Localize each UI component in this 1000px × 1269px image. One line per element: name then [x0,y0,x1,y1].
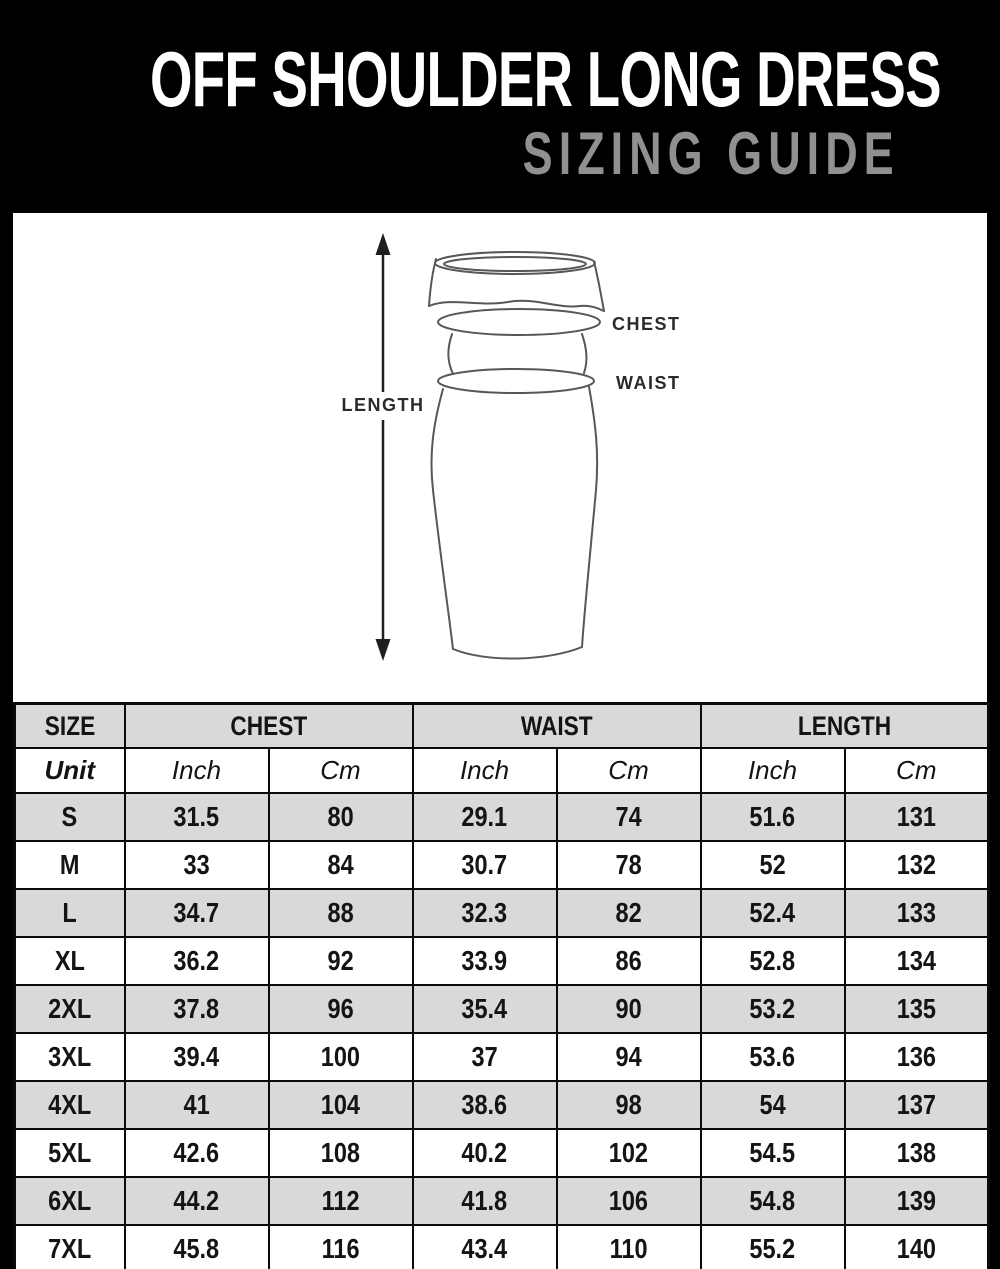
measure-cell: 40.2 [413,1129,557,1177]
measure-cell: 96 [269,985,413,1033]
measure-cell: 131 [845,793,989,841]
table-row [15,889,989,937]
table-row [15,793,989,841]
skirt-left-edge [431,389,453,649]
size-cell: M [15,841,125,889]
dress-sketch [429,252,604,659]
table-row [15,937,989,985]
table-row [15,1177,989,1225]
measure-cell: 43.4 [413,1225,557,1269]
measure-cell: 133 [845,889,989,937]
measure-cell: 53.2 [701,985,845,1033]
measure-cell: 54.5 [701,1129,845,1177]
measure-cell: 132 [845,841,989,889]
size-cell: S [15,793,125,841]
chest-measure-ellipse [438,309,600,335]
measure-cell: 42.6 [125,1129,269,1177]
table-group-header-row [15,704,989,749]
measure-cell: 45.8 [125,1225,269,1269]
measure-cell: 112 [269,1177,413,1225]
band-right-edge [594,262,604,311]
measure-cell: 137 [845,1081,989,1129]
measure-cell: 31.5 [125,793,269,841]
size-cell: 7XL [15,1225,125,1269]
measure-cell: 90 [557,985,701,1033]
arrow-up-icon [376,233,391,255]
unit-waist-cm: Cm [557,748,701,793]
measure-cell: 100 [269,1033,413,1081]
measure-cell: 139 [845,1177,989,1225]
measure-cell: 34.7 [125,889,269,937]
measure-cell: 30.7 [413,841,557,889]
measure-cell: 82 [557,889,701,937]
measure-cell: 33 [125,841,269,889]
measure-cell: 53.6 [701,1033,845,1081]
measure-cell: 94 [557,1033,701,1081]
measure-cell: 92 [269,937,413,985]
torso-left-edge [448,334,453,374]
measure-cell: 108 [269,1129,413,1177]
measure-cell: 37.8 [125,985,269,1033]
table-unit-row [15,748,989,793]
skirt-hem [453,647,582,659]
table-row [15,1033,989,1081]
length-arrow [376,233,391,661]
unit-length-cm: Cm [845,748,989,793]
measure-cell: 138 [845,1129,989,1177]
measure-cell: 54 [701,1081,845,1129]
measure-cell: 38.6 [413,1081,557,1129]
measure-cell: 135 [845,985,989,1033]
measure-cell: 104 [269,1081,413,1129]
measure-cell: 102 [557,1129,701,1177]
band-left-edge [429,259,436,306]
table-row [15,1225,989,1269]
measure-cell: 37 [413,1033,557,1081]
table-row [15,841,989,889]
measure-cell: 33.9 [413,937,557,985]
measure-cell: 110 [557,1225,701,1269]
size-table [13,702,990,1269]
measure-cell: 35.4 [413,985,557,1033]
measure-cell: 80 [269,793,413,841]
measure-cell: 98 [557,1081,701,1129]
measure-cell: 86 [557,937,701,985]
waist-label: WAIST [616,373,681,393]
measure-cell: 41.8 [413,1177,557,1225]
measure-cell: 32.3 [413,889,557,937]
measure-cell: 134 [845,937,989,985]
page-subtitle: SIZING GUIDE [522,120,900,187]
arrow-down-icon [376,639,391,661]
column-header-size: SIZE [15,704,125,749]
measure-cell: 52.8 [701,937,845,985]
table-row [15,985,989,1033]
size-table-body [15,793,989,1269]
measure-cell: 78 [557,841,701,889]
measure-cell: 54.8 [701,1177,845,1225]
unit-length-inch: Inch [701,748,845,793]
dress-diagram-svg [13,213,987,702]
unit-waist-inch: Inch [413,748,557,793]
dress-measurement-diagram [13,213,987,702]
measure-cell: 140 [845,1225,989,1269]
skirt-right-edge [582,387,597,647]
measure-cell: 36.2 [125,937,269,985]
size-cell: 2XL [15,985,125,1033]
waist-measure-ellipse [438,369,594,393]
measure-cell: 88 [269,889,413,937]
content-panel [13,213,987,1264]
size-cell: 6XL [15,1177,125,1225]
chest-label: CHEST [612,314,681,334]
column-header-waist: WAIST [413,704,701,749]
header-banner [0,0,1000,213]
table-row [15,1081,989,1129]
measure-cell: 74 [557,793,701,841]
measure-cell: 51.6 [701,793,845,841]
measure-cell: 55.2 [701,1225,845,1269]
measure-cell: 116 [269,1225,413,1269]
size-cell: L [15,889,125,937]
torso-right-edge [582,334,586,373]
neck-opening-inner-rim [444,257,586,271]
measure-cell: 29.1 [413,793,557,841]
measure-cell: 39.4 [125,1033,269,1081]
unit-chest-inch: Inch [125,748,269,793]
page-title: OFF SHOULDER LONG DRESS [150,35,941,123]
size-cell: 5XL [15,1129,125,1177]
measure-cell: 52.4 [701,889,845,937]
length-label: LENGTH [341,395,425,415]
size-cell: XL [15,937,125,985]
unit-header: Unit [15,748,125,793]
unit-chest-cm: Cm [269,748,413,793]
measure-cell: 44.2 [125,1177,269,1225]
column-header-chest: CHEST [125,704,413,749]
measure-cell: 106 [557,1177,701,1225]
size-cell: 3XL [15,1033,125,1081]
measure-cell: 84 [269,841,413,889]
measure-cell: 52 [701,841,845,889]
size-table-head [15,704,989,794]
size-cell: 4XL [15,1081,125,1129]
measure-cell: 136 [845,1033,989,1081]
table-row [15,1129,989,1177]
measure-cell: 41 [125,1081,269,1129]
column-header-length: LENGTH [701,704,989,749]
